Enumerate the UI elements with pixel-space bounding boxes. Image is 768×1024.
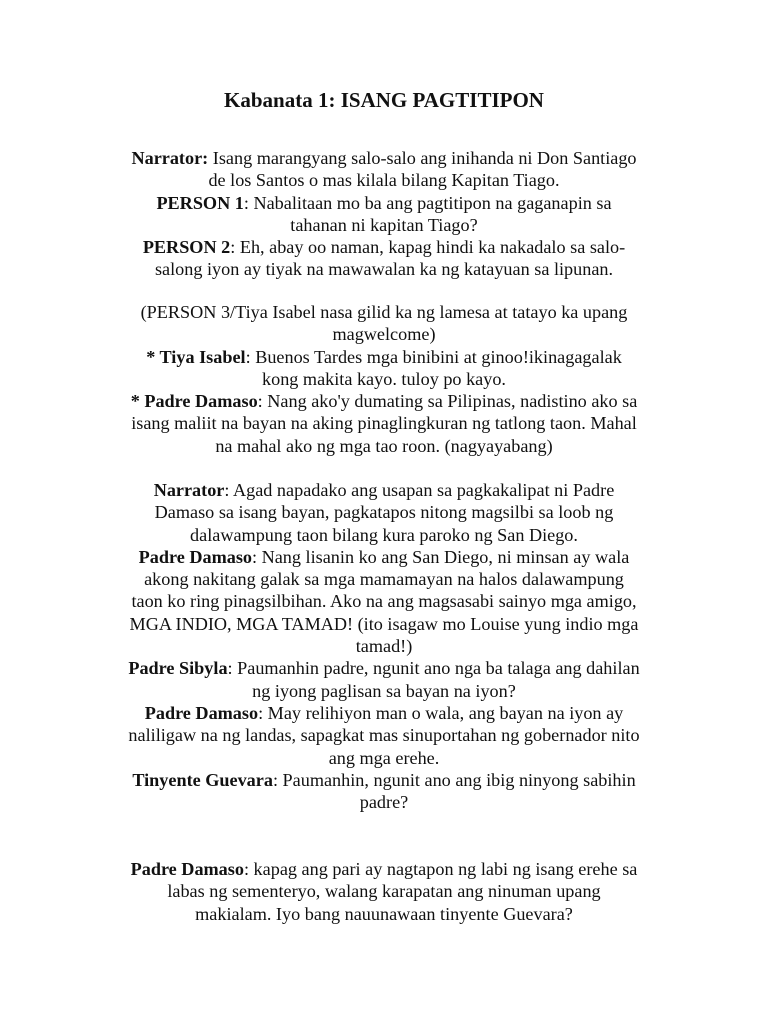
dialogue-text: isang maliit na bayan na aking pinaglingkuran ng tatlong taon. Mahal (131, 413, 637, 434)
dialogue-block-2 (88, 301, 680, 457)
speaker-label: Padre Damaso (144, 702, 259, 723)
dialogue-text: : Buenos Tardes mga binibini at ginoo!ikinagagalak (245, 346, 622, 367)
dialogue-text: dalawampung taon bilang kura paroko ng San Diego. (190, 524, 578, 545)
stage-direction: (PERSON 3/Tiya Isabel nasa gilid ka ng lamesa at tatayo ka upang (140, 302, 628, 322)
dialogue-text: kong makita kayo. tuloy po kayo. (262, 368, 506, 389)
speaker-label: Padre Damaso (138, 546, 252, 567)
dialogue-line (88, 192, 680, 214)
dialogue-text: salong iyon ay tiyak na mawawalan ka ng katayuan sa lipunan. (154, 259, 614, 280)
dialogue-text: makialam. Iyo bang nauunawaan tinyente Guevara? (195, 903, 573, 924)
dialogue-text: de los Santos o mas kilala bilang Kapitan Tiago. (208, 170, 560, 191)
dialogue-text: : May relihiyon man o wala, ang bayan na iyon ay (258, 702, 624, 723)
stage-direction: magwelcome) (332, 324, 436, 345)
dialogue-text: MGA INDIO, MGA TAMAD! (ito isagaw mo Louise yung indio mga (129, 613, 639, 634)
dialogue-text: Isang marangyang salo-salo ang inihanda ni Don Santiago (208, 148, 637, 168)
dialogue-block-1 (88, 147, 680, 281)
dialogue-line (88, 769, 680, 791)
speaker-label: * Padre Damaso (130, 391, 258, 412)
dialogue-text: : Nabalitaan mo ba ang pagtitipon na gaganapin sa (243, 192, 612, 213)
speaker-label: Narrator (153, 480, 225, 500)
dialogue-text: taon ko ring pinagsilbihan. Ako na ang magsasabi sainyo mga amigo, (131, 591, 637, 612)
speaker-label: Narrator: (131, 148, 209, 168)
dialogue-text: labas ng sementeryo, walang karapatan ang ninuman upang (167, 881, 601, 902)
dialogue-text: akong nakitang galak sa mga mamamayan na halos dalawampung (144, 569, 624, 590)
dialogue-text: : kapag ang pari ay nagtapon ng labi ng isang erehe sa (243, 859, 638, 879)
dialogue-line (88, 147, 680, 169)
dialogue-line (88, 702, 680, 724)
dialogue-text: ang mga erehe. (328, 747, 440, 768)
dialogue-text: : Eh, abay oo naman, kapag hindi ka nakadalo sa salo- (230, 237, 626, 258)
dialogue-line (88, 346, 680, 368)
dialogue-line (88, 657, 680, 679)
speaker-label: Padre Sibyla (128, 658, 228, 679)
dialogue-line (88, 858, 680, 880)
dialogue-text: : Nang lisanin ko ang San Diego, ni minsan ay wala (252, 546, 630, 567)
dialogue-line (88, 390, 680, 412)
dialogue-text: tahanan ni kapitan Tiago? (290, 214, 478, 235)
speaker-label: * Tiya Isabel (146, 346, 246, 367)
speaker-label: Padre Damaso (130, 859, 244, 879)
speaker-label: PERSON 2 (142, 237, 231, 258)
dialogue-line (88, 236, 680, 258)
dialogue-block-4 (88, 858, 680, 925)
dialogue-text: Damaso sa isang bayan, pagkatapos nitong magsilbi sa loob ng (154, 502, 614, 523)
dialogue-text: padre? (359, 792, 409, 813)
dialogue-text: na mahal ako ng mga tao roon. (nagyayabang) (215, 435, 553, 456)
dialogue-text: ng iyong paglisan sa bayan na iyon? (252, 680, 516, 701)
page-title: Kabanata 1: ISANG PAGTITIPON (224, 88, 544, 112)
speaker-label: Tinyente Guevara (132, 769, 273, 790)
dialogue-text: naliligaw na ng landas, sapagkat mas sinuportahan ng gobernador nito (128, 725, 640, 746)
dialogue-text: tamad!) (355, 636, 413, 657)
dialogue-text: : Agad napadako ang usapan sa pagkakalipat ni Padre (224, 480, 615, 500)
dialogue-line (88, 479, 680, 501)
dialogue-text: : Nang ako'y dumating sa Pilipinas, nadistino ako sa (257, 391, 638, 412)
dialogue-block-3 (88, 479, 680, 813)
speaker-label: PERSON 1 (156, 192, 244, 213)
dialogue-text: : Paumanhin, ngunit ano ang ibig ninyong sabihin (272, 769, 636, 790)
dialogue-text: : Paumanhin padre, ngunit ano nga ba talaga ang dahilan (227, 658, 640, 679)
dialogue-line (88, 546, 680, 568)
